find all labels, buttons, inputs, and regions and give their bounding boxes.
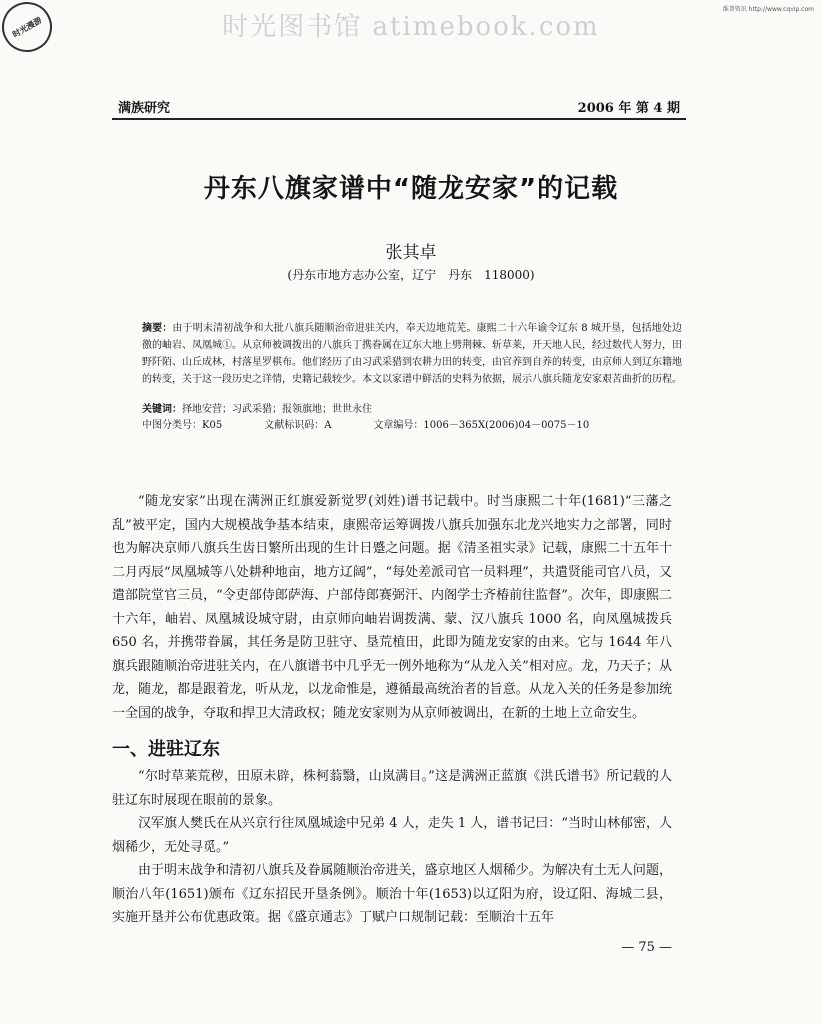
article-number: 文章编号：1006－365X(2006)04－0075－10 (373, 420, 590, 431)
header-rule (112, 118, 686, 120)
body-section (112, 765, 672, 930)
keywords (142, 400, 372, 415)
source-url: 维普资讯 http://www.cqvip.com (722, 6, 814, 13)
document-code: 文献标识码：A (264, 420, 332, 431)
paragraph: 由于明末战争和清初八旗兵及眷属随顺治帝进关，盛京地区人烟稀少。为解决有土无人问题，顺治八年(1651)颁布《辽东招民开垦条例》。顺治十年(1653)以辽阳为府，设辽阳、海城二县，实施开垦并公布优惠政策。据《盛京通志》丁赋户口规制记载：至顺治十五年 (112, 863, 672, 925)
article-title: 丹东八旗家谱中“随龙安家”的记载 (203, 174, 619, 204)
author: 张其卓 (385, 243, 437, 263)
keywords-label: 关键词： (142, 404, 182, 415)
stamp-text: 时光漫游 (10, 14, 44, 39)
section-heading: 一、进驻辽东 (112, 739, 220, 760)
abstract-text: 由于明末清初战争和大批八旗兵随顺治帝进驻关内，奉天边地荒芜。康熙二十六年谕令辽东 8 城开垦，包括地处边徼的岫岩、凤凰城①。从京师被调拨出的八旗兵丁携眷属在辽东大地上劈荆棘、斩草莱，开天地人民，经过数代人努力，田野阡陌、山丘成林，村落星罗棋布。他们经历了由习武采猎到农耕力田的转变，由官养到自养的转变，由京师人到辽东籍地的转变，关于这一段历史之详情，史籍记载较少。本文以家谱中鲜活的史料为依据，展示八旗兵随龙安家艰苦曲折的历程。 (142, 323, 682, 385)
paragraph: “随龙安家”出现在满洲正红旗爱新觉罗(刘姓)谱书记载中。时当康熙二十年(1681)“三藩之乱”被平定，国内大规模战争基本结束，康熙帝运筹调拨八旗兵加强东北龙兴地实力之部署，同时也为解决京师八旗兵生齿日繁所出现的生计日蹙之问题。据《清圣祖实录》记载，康熙二十五年十二月丙辰“凤凰城等八处耕种地亩，地方辽阔”，“每处差派司官一员料理”，共遣贤能司官八员，又遣部院堂官三员，“令吏部侍郎萨海、户部侍郎赛弼汗、内阁学士齐椿前往监督”。次年，即康熙二十六年，岫岩、凤凰城设城守尉，由京师向岫岩调拨满、蒙、汉八旗兵 1000 名，向凤凰城拨兵 650 名，并携带眷属，其任务是防卫驻守、垦荒植田，此即为随龙安家的由来。它与 1644 年八旗兵跟随顺治帝进驻关内，在八旗谱书中几乎无一例外地称为“从龙入关”相对应。龙，乃天子；从龙，随龙，都是跟着龙，听从龙，以龙命惟是，遵循最高统治者的旨意。从龙入关的任务是参加统一全国的战争，夺取和捍卫大清政权；随龙安家则为从京师被调出，在新的土地上立命安生。 (112, 494, 672, 721)
abstract-label: 摘要： (142, 323, 173, 334)
affiliation: (丹东市地方志办公室，辽宁 丹东 118000) (287, 268, 535, 282)
article-meta (142, 416, 682, 431)
paragraph: 汉军旗人樊氏在从兴京行往凤凰城途中兄弟 4 人，走失 1 人，谱书记曰：“当时山林郁密，人烟稀少，无处寻觅。” (112, 816, 672, 855)
keywords-text: 择地安营；习武采猎；报领旗地；世世永住 (182, 404, 372, 415)
page-number: — 75 — (621, 940, 672, 955)
abstract (142, 320, 682, 388)
paragraph: “尔时草莱荒秽，田原未辟，株柯蓊翳，山岚满目。”这是满洲正蓝旗《洪氏谱书》所记载的人驻辽东时展现在眼前的景象。 (112, 769, 672, 808)
issue-info: 2006 年 第 4 期 (577, 101, 680, 116)
journal-name: 满族研究 (118, 101, 171, 116)
clc-number: 中图分类号：K05 (142, 420, 223, 431)
body-intro (112, 490, 672, 725)
watermark: 时光图书馆 atimebook.com (222, 12, 600, 42)
